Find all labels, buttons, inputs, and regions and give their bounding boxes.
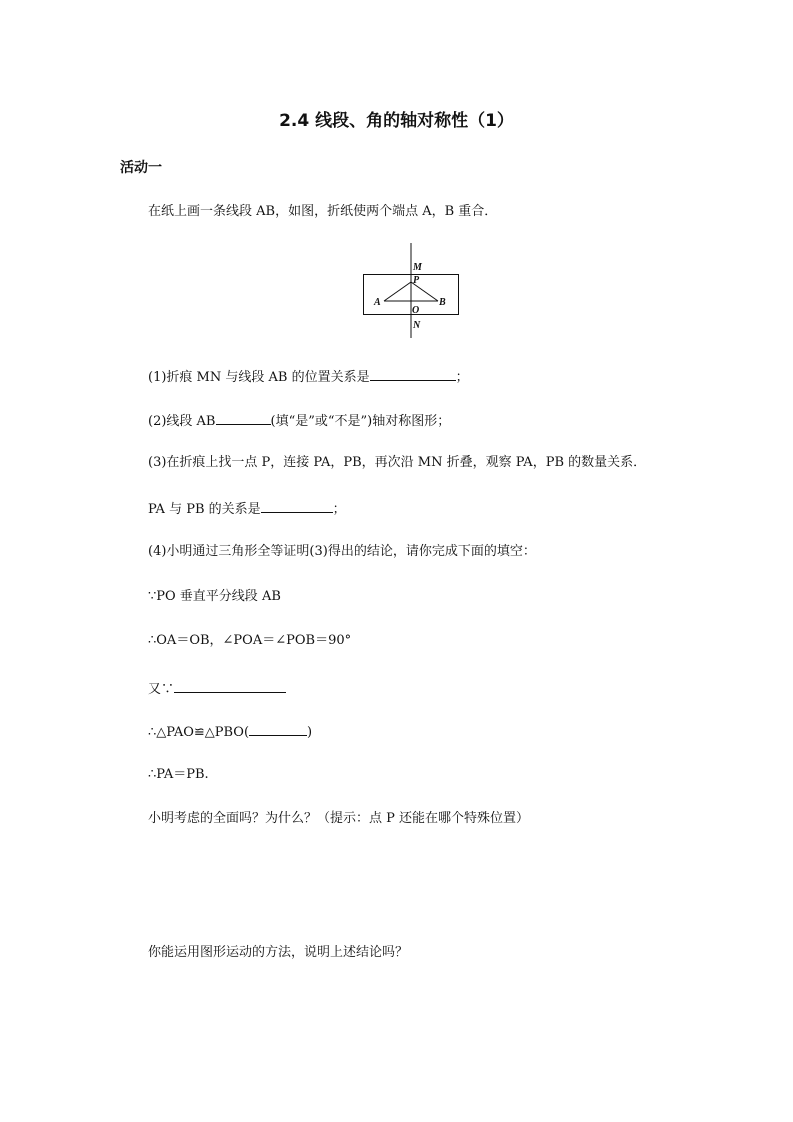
answer-blank-2[interactable]: [216, 411, 271, 425]
question-4: (4)小明通过三角形全等证明(3)得出的结论，请你完成下面的填空：: [148, 544, 536, 559]
answer-blank-5[interactable]: [249, 722, 307, 736]
page-title: 2.4 线段、角的轴对称性（1）: [279, 111, 514, 131]
label-p: P: [413, 275, 420, 286]
label-b: B: [439, 297, 446, 308]
label-o: O: [412, 305, 420, 316]
question-3: (3)在折痕上找一点 P，连接 PA，PB，再次沿 MN 折叠，观察 PA，PB 的数量关系．: [148, 455, 647, 470]
answer-blank-4[interactable]: [174, 679, 286, 693]
answer-blank-1[interactable]: [370, 367, 456, 381]
question-1: (1)折痕 MN 与线段 AB 的位置关系是 ；: [148, 367, 469, 386]
label-m: M: [413, 262, 422, 273]
question-3b: PA 与 PB 的关系是 ；: [148, 499, 346, 518]
segment-pa: [384, 282, 411, 301]
proof-line-2: ∴OA＝OB，∠POA＝∠POB＝90°: [148, 633, 352, 648]
proof-line-5: ∴PA＝PB.: [148, 767, 209, 782]
fold-figure: [356, 240, 466, 342]
answer-blank-3[interactable]: [261, 499, 333, 513]
intro-text: 在纸上画一条线段 AB，如图，折纸使两个端点 A，B 重合．: [148, 204, 498, 219]
proof-line-3: 又∵: [148, 679, 286, 698]
label-a: A: [374, 297, 381, 308]
question-6: 你能运用图形运动的方法，说明上述结论吗？: [148, 945, 409, 960]
section-heading: 活动一: [120, 160, 162, 176]
question-5: 小明考虑的全面吗？为什么？（提示：点 P 还能在哪个特殊位置）: [148, 811, 530, 826]
question-2: (2)线段 AB (填“是”或“不是”)轴对称图形；: [148, 411, 450, 430]
proof-line-4: ∴△PAO≌△PBO( ): [148, 722, 312, 741]
proof-line-1: ∵PO 垂直平分线段 AB: [148, 589, 281, 604]
label-n: N: [413, 320, 421, 331]
